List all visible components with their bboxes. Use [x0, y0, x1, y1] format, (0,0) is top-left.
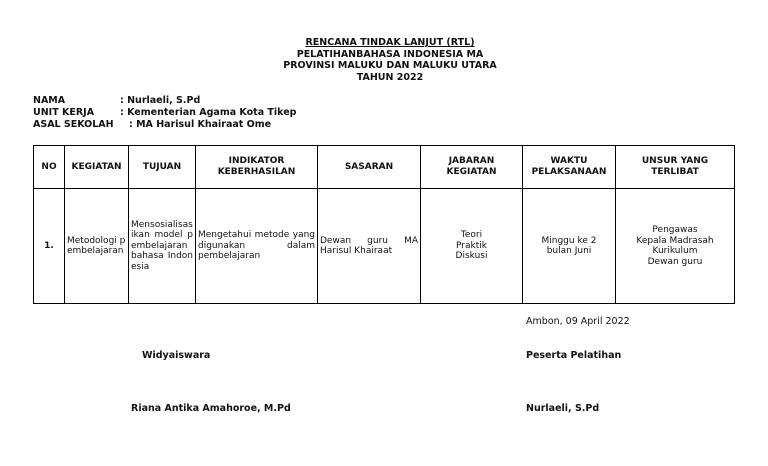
cell-kegiatan: Metodologi pembelajaran — [65, 189, 129, 304]
widyaiswara-name: Riana Antika Amahoroe, M.Pd — [131, 403, 291, 414]
title-line-3: PROVINSI MALUKU DAN MALUKU UTARA — [283, 60, 497, 71]
peserta-name: Nurlaeli, S.Pd — [526, 403, 600, 414]
jabaran-item: Teori — [460, 230, 483, 241]
widyaiswara-role: Widyaiswara — [142, 350, 211, 361]
title-line-1: RENCANA TINDAK LANJUT (RTL) — [305, 37, 475, 48]
header-sasaran: SASARAN — [318, 146, 421, 189]
jabaran-item: Praktik — [456, 240, 487, 251]
place-date: Ambon, 09 April 2022 — [526, 316, 630, 327]
asal-sekolah-label: ASAL SEKOLAH — [33, 119, 114, 130]
header-jabaran-line: KEGIATAN — [446, 167, 497, 177]
rtl-table — [33, 145, 735, 304]
header-tujuan: TUJUAN — [129, 146, 196, 189]
unit-kerja-value: : Kementerian Agama Kota Tikep — [120, 107, 297, 118]
asal-sekolah-value: : MA Harisul Khairaat Ome — [129, 119, 272, 130]
header-unsur-line: UNSUR YANG — [641, 156, 709, 166]
unsur-item: Kepala Madrasah — [636, 235, 714, 246]
peserta-role: Peserta Pelatihan — [526, 350, 622, 361]
header-indikator-line: KEBERHASILAN — [217, 167, 296, 177]
cell-jabaran — [421, 189, 523, 304]
cell-indikator: Mengetahui metode yang digunakan dalam pembelajaran — [196, 189, 318, 304]
header-unsur-line: TERLIBAT — [651, 167, 699, 177]
header-unsur — [616, 146, 735, 189]
header-waktu — [523, 146, 616, 189]
waktu-line: bulan Juni — [546, 246, 592, 256]
header-indikator — [196, 146, 318, 189]
title-line-2: PELATIHANBAHASA INDONESIA MA — [296, 48, 484, 60]
nama-value: : Nurlaeli, S.Pd — [120, 95, 201, 106]
cell-waktu — [523, 189, 616, 304]
title-line-4: TAHUN 2022 — [356, 71, 424, 83]
header-indikator-line: INDIKATOR — [228, 156, 285, 166]
nama-label: NAMA — [33, 95, 66, 106]
header-no: NO — [34, 146, 65, 189]
unsur-item: Pengawas — [652, 225, 698, 235]
cell-no: 1. — [34, 189, 65, 304]
cell-tujuan: Mensosialisasikan model pembelajaran bahasa Indonesia — [129, 189, 196, 304]
cell-unsur — [616, 189, 735, 304]
unit-kerja-label: UNIT KERJA — [33, 107, 95, 118]
header-waktu-line: WAKTU — [550, 156, 588, 166]
header-jabaran-line: JABARAN — [448, 156, 495, 166]
cell-sasaran: Dewan guru MA Harisul Khairaat — [318, 189, 421, 304]
waktu-line: Minggu ke 2 — [541, 235, 597, 246]
header-jabaran — [421, 146, 523, 189]
header-waktu-line: PELAKSANAAN — [531, 167, 607, 177]
table-row — [34, 189, 735, 304]
jabaran-item: Diskusi — [455, 251, 488, 262]
unsur-item: Dewan guru — [647, 256, 703, 267]
document-title — [0, 37, 768, 83]
table-header-row — [34, 146, 735, 189]
header-kegiatan: KEGIATAN — [65, 146, 129, 189]
unsur-item: Kurikulum — [652, 246, 698, 256]
